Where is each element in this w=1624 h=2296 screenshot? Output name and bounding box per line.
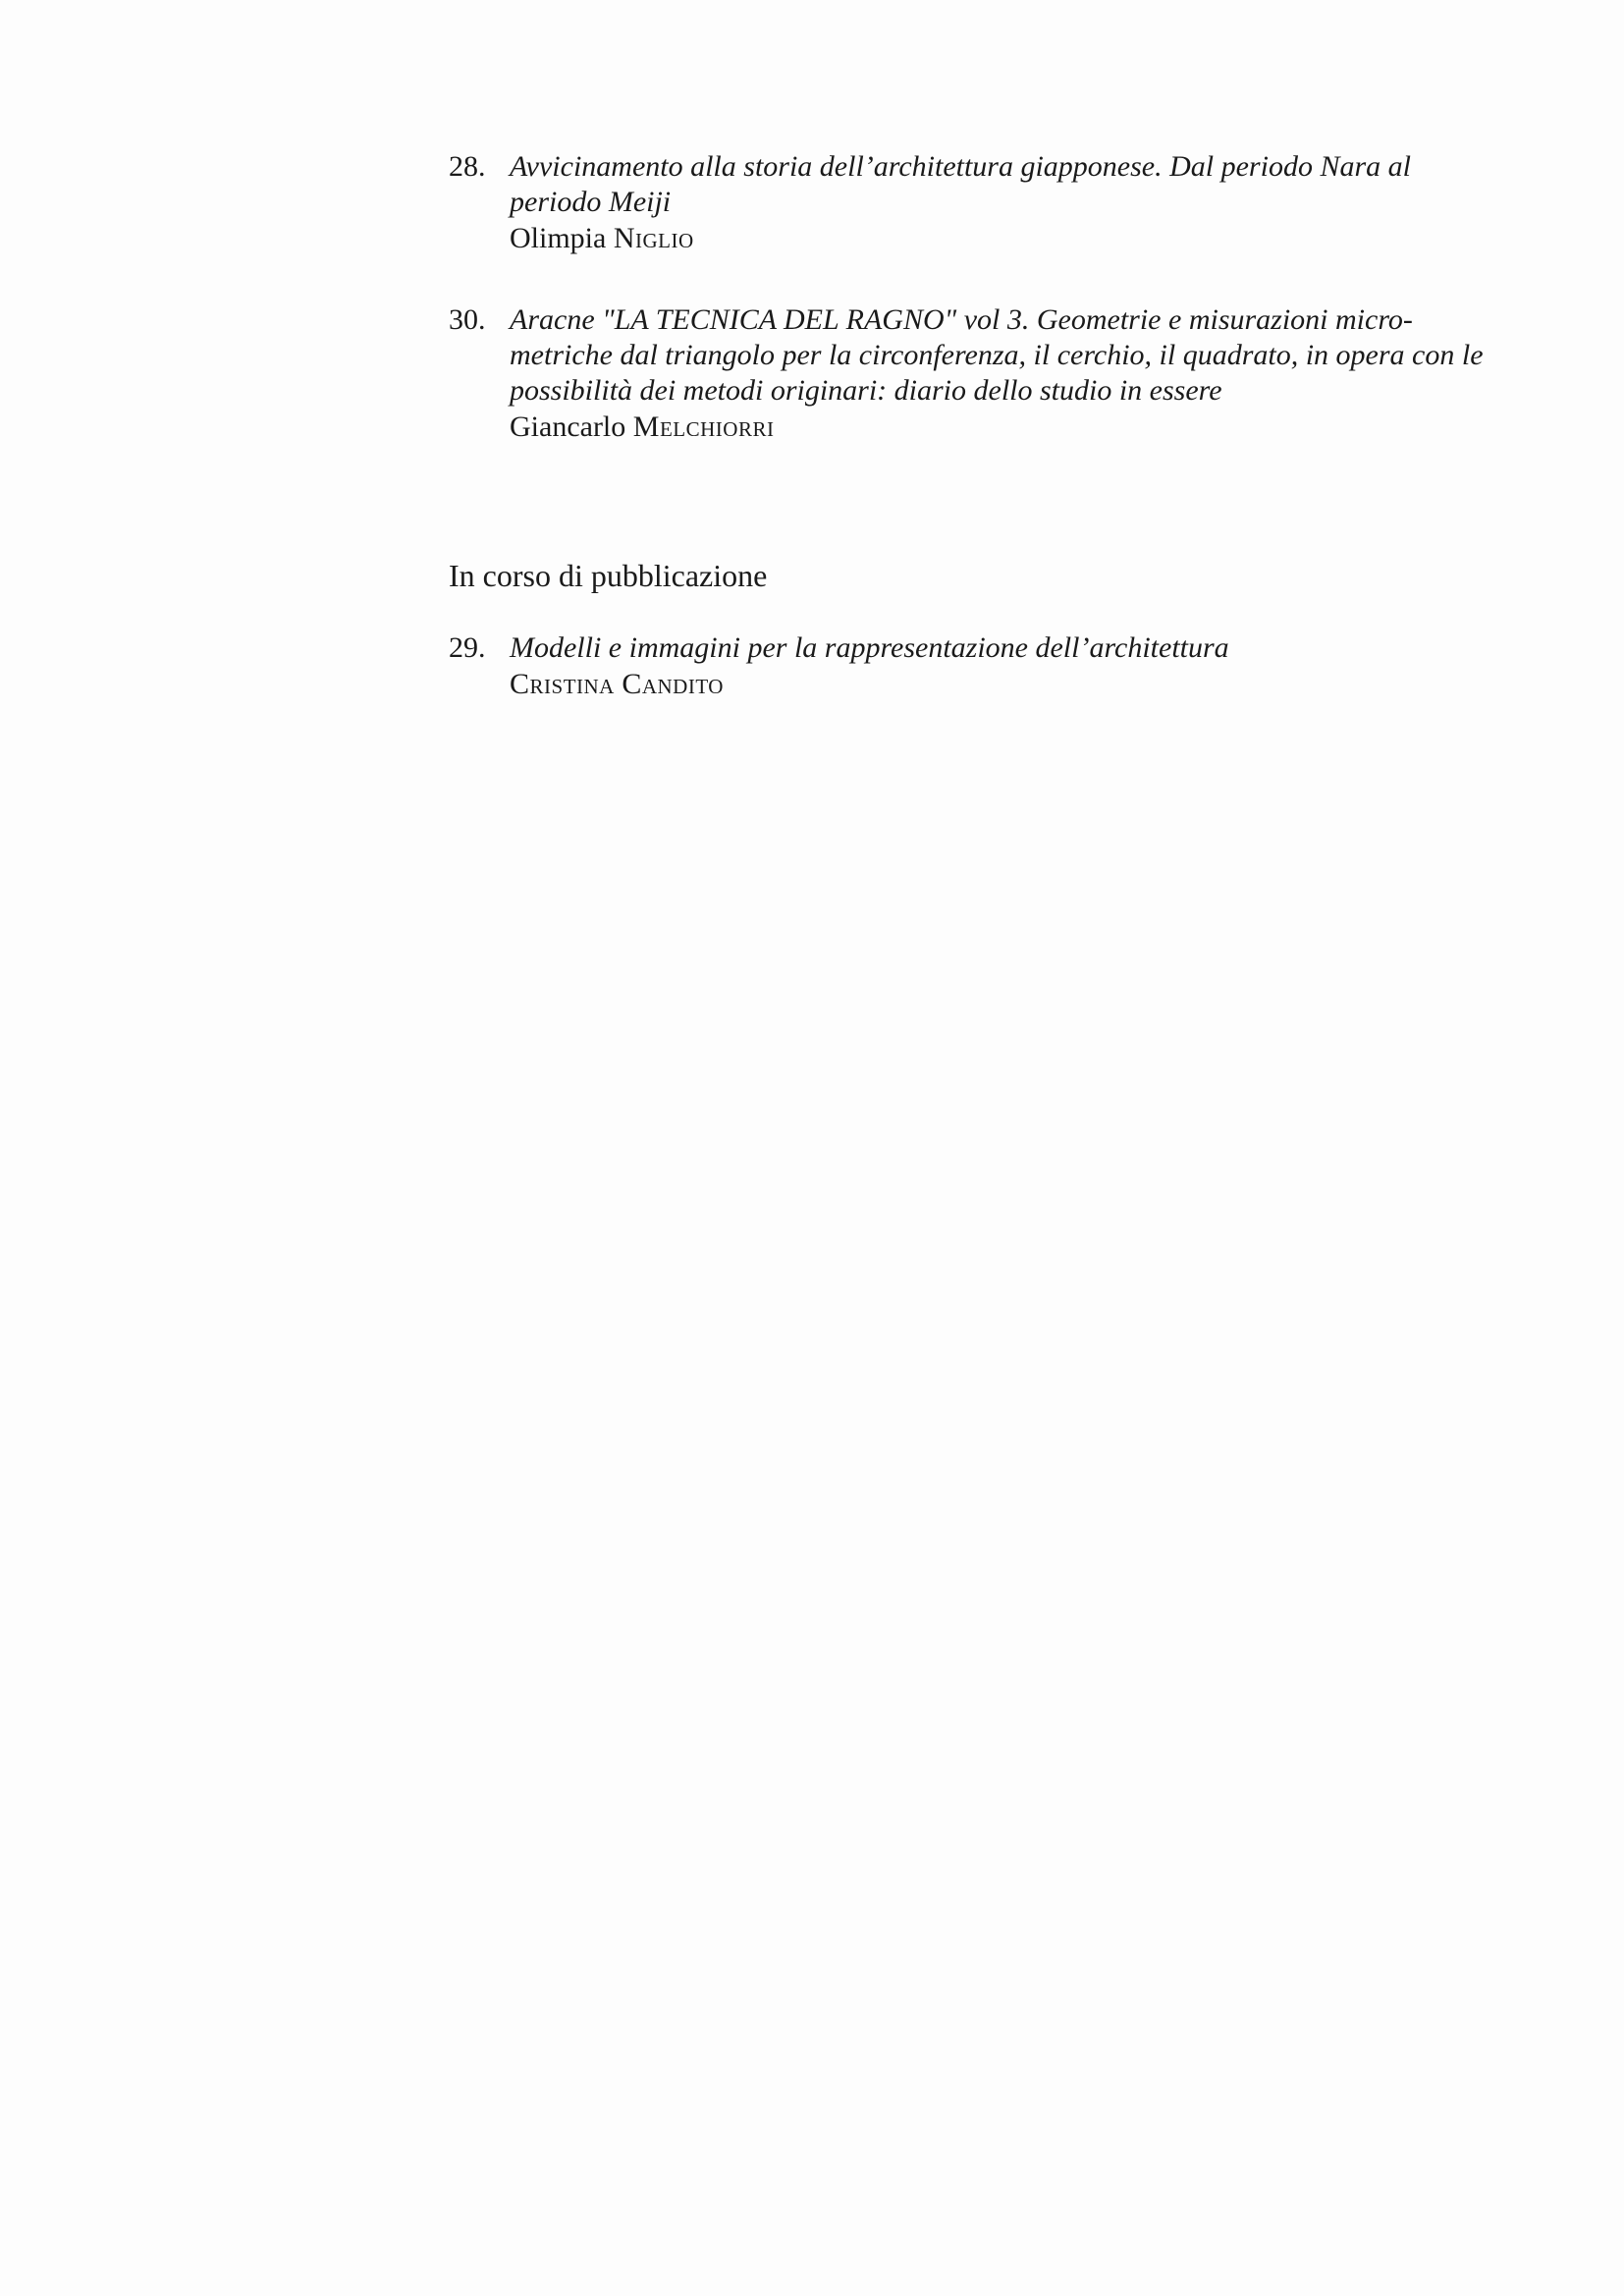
forthcoming-heading: In corso di pubblicazione <box>449 558 768 593</box>
author-first-name: Giancarlo <box>510 410 626 443</box>
entry-author <box>510 409 1489 446</box>
author-last-name: Niglio <box>613 222 694 254</box>
entry-title: Avvicinamento alla storia dell’architettura giapponese. Dal periodo Nara al periodo Meiji <box>510 150 1411 218</box>
entry-number: 29. <box>449 631 486 664</box>
publication-entry-30 <box>449 302 1489 446</box>
entry-author <box>510 666 1489 703</box>
entry-title: Aracne "LA TECNICA DEL RAGNO" vol 3. Geometrie e misurazioni micrometriche dal triangolo per la circonferenza, il cerchio, il quadrato, in opera con le possibilità dei metodi originari: diario dello studio in essere <box>510 303 1484 407</box>
entry-number: 28. <box>449 150 486 183</box>
publication-entry-29 <box>449 630 1489 703</box>
author-first-name: Cristina <box>510 668 615 700</box>
author-first-name: Olimpia <box>510 222 607 254</box>
publication-entry-28 <box>449 149 1489 257</box>
entry-title: Modelli e immagini per la rappresentazione dell’architettura <box>510 631 1229 664</box>
author-last-name: Melchiorri <box>632 410 775 443</box>
author-last-name: Candito <box>622 668 724 700</box>
entry-number: 30. <box>449 303 486 336</box>
entry-author <box>510 220 1489 257</box>
